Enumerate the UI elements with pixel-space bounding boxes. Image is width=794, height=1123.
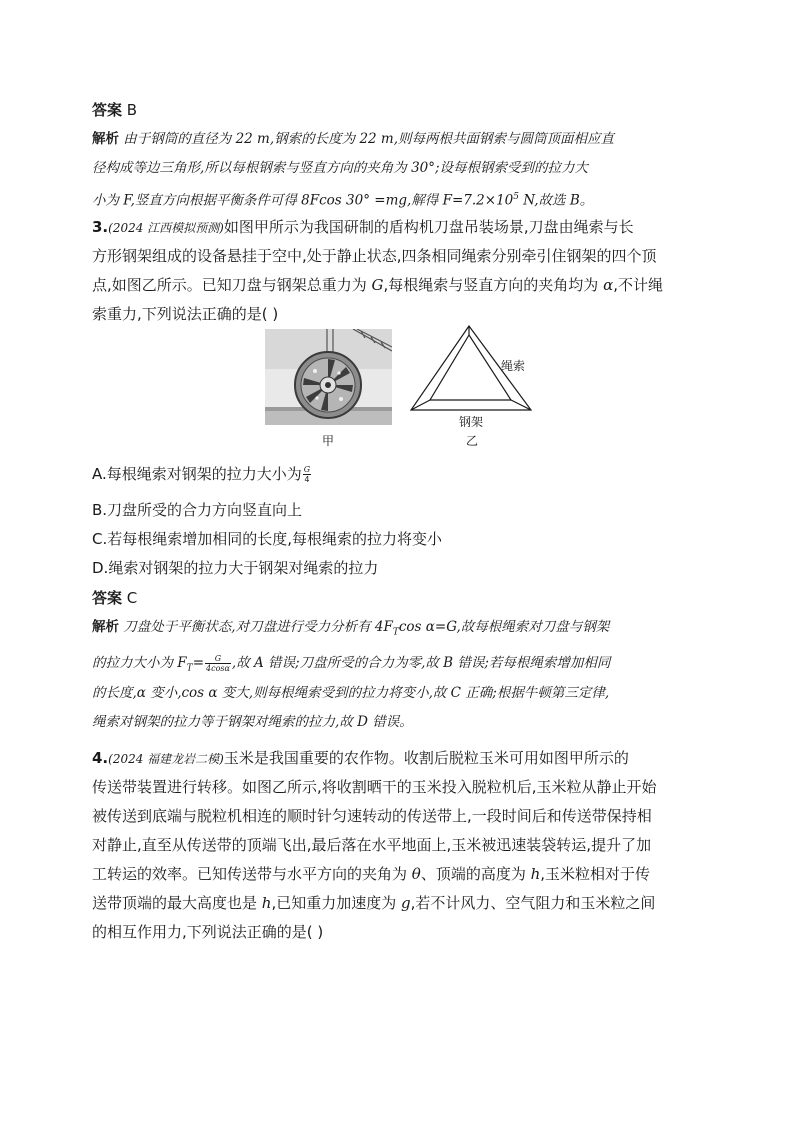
analysis-text: =7.2×10: [451, 192, 514, 209]
analysis-line-3: 的长度,α 变小,cos α 变大,则每根绳索受到的拉力将变小,故 C 正确;根据牛顿第三定律,: [92, 685, 610, 701]
math-subscript: T: [392, 627, 399, 638]
option-text: A.每根绳索对钢架的拉力大小为: [92, 465, 302, 483]
analysis-label: 解析: [92, 619, 119, 635]
math-var: h: [261, 894, 272, 912]
analysis-line-4: 绳索对钢架的拉力等于钢架对绳索的拉力,故 D 错误。: [92, 714, 413, 730]
analysis-text: 小为: [92, 192, 124, 209]
analysis-text: 径构成等边三角形,所以每根钢索与竖直方向的夹角为 30°;设每根钢索受到的拉力大: [92, 160, 589, 176]
question-text: 玉米是我国重要的农作物。收割后脱粒玉米可用如图甲所示的: [223, 749, 629, 767]
math-subscript: T: [186, 663, 193, 674]
analysis-text: ,故每根绳索对刀盘与钢架: [456, 619, 610, 635]
q4-line-5: [92, 864, 650, 884]
rope-label: 绳索: [501, 359, 526, 373]
question-number: 3.: [92, 218, 109, 236]
q4-line-2: 传送带装置进行转移。如图乙所示,将收割晒干的玉米投入脱粒机后,玉米粒从静止开始: [92, 778, 657, 796]
fraction-numerator: G: [303, 465, 311, 474]
answer-label: 答案: [92, 589, 123, 607]
question-text: 如图甲所示为我国研制的盾构机刀盘吊装场景,刀盘由绳索与长: [223, 218, 634, 236]
question-text: 方形钢架组成的设备悬挂于空中,处于静止状态,四条相同绳索分别牵引住钢架的四个顶: [92, 247, 657, 265]
analysis-text: ,竖直方向根据平衡条件可得 8: [130, 192, 310, 209]
question-text: ,每根绳索与竖直方向的夹角均为: [383, 276, 604, 294]
q4-line-1: [92, 748, 629, 769]
q4-line-4: 对静止,直至从传送带的顶端飞出,最后落在水平地面上,玉米被迅速装袋转运,提升了加: [92, 836, 652, 854]
option-d: D.绳索对钢架的拉力大于钢架对绳索的拉力: [92, 559, 379, 577]
figure-a-caption: 甲: [322, 434, 335, 448]
answer-line: [92, 588, 137, 608]
analysis-line-1: [92, 617, 609, 643]
analysis-label: 解析: [92, 131, 119, 147]
analysis-line-3: [92, 187, 593, 211]
question-source: (2024 福建龙岩二模): [108, 752, 224, 766]
math-var: α: [603, 276, 614, 294]
question-text: 送带顶端的最大高度也是: [92, 894, 262, 912]
question-text: 工转运的效率。已知传送带与水平方向的夹角为: [92, 865, 412, 883]
math-var: mg: [385, 192, 408, 209]
analysis-text: cos 30° =: [319, 192, 386, 209]
math-exponent: 5: [513, 192, 519, 202]
question-text: ,不计绳: [613, 276, 663, 294]
answer-value: C: [126, 589, 138, 607]
cutter-head-photo: [265, 329, 392, 425]
math-var: g: [401, 894, 411, 912]
math-var: F: [309, 192, 320, 209]
question-text: 索重力,下列说法正确的是( ): [92, 305, 279, 323]
question-text: 点,如图乙所示。已知刀盘与钢架总重力为: [92, 276, 372, 294]
answer-label: 答案: [92, 101, 123, 119]
fraction: [205, 654, 231, 673]
math-var: G: [371, 276, 384, 294]
option-a: [92, 464, 312, 484]
answer-line: [92, 100, 137, 120]
analysis-text: 刀盘处于平衡状态,对刀盘进行受力分析有 4: [123, 619, 384, 635]
question-text: ,若不计风力、空气阻力和玉米粒之间: [410, 894, 656, 912]
analysis-text: ,故 A 错误;刀盘所受的合力为零,故 B 错误;若每根绳索增加相同: [231, 655, 611, 671]
analysis-text: 的拉力大小为: [92, 655, 178, 671]
fraction-denominator: 4cosα: [206, 664, 230, 673]
question-source: (2024 江西模拟预测): [108, 221, 224, 235]
option-c: C.若每根绳索增加相同的长度,每根绳索的拉力将变小: [92, 530, 443, 548]
figure-b-caption: 乙: [466, 434, 479, 448]
analysis-line-2: [92, 158, 588, 178]
q3-line-2: [92, 246, 657, 266]
option-b: B.刀盘所受的合力方向竖直向上: [92, 501, 303, 519]
math-var: θ: [411, 865, 421, 883]
analysis-text: ,解得: [407, 192, 443, 209]
fraction: [303, 465, 311, 484]
analysis-text: N,故选 B。: [519, 192, 594, 209]
question-text: 、顶端的高度为: [420, 865, 531, 883]
analysis-line-1: [92, 129, 614, 149]
q3-line-4: [92, 304, 278, 324]
math-var: F: [383, 619, 393, 635]
q4-line-6: [92, 893, 655, 913]
analysis-text: cos: [398, 619, 426, 635]
q3-line-1: [92, 217, 634, 238]
question-text: ,玉米粒相对于传: [540, 865, 651, 883]
question-text: ,已知重力加速度为: [271, 894, 401, 912]
question-number: 4.: [92, 749, 109, 767]
math-var: F: [123, 192, 131, 209]
analysis-text: 由于钢筒的直径为 22 m,钢索的长度为 22 m,则每两根共面钢索与圆筒顶面相应直: [123, 131, 615, 147]
math-var: α=G: [425, 619, 457, 635]
frame-label: 钢架: [459, 415, 484, 429]
math-var: h: [530, 865, 541, 883]
q4-line-7: 的相互作用力,下列说法正确的是( ): [92, 923, 324, 941]
fraction-denominator: 4: [304, 475, 310, 484]
q4-line-3: 被传送到底端与脱粒机相连的顺时针匀速转动的传送带上,一段时间后和传送带保持相: [92, 807, 652, 825]
fraction-numerator: G: [205, 654, 231, 664]
answer-value: B: [126, 101, 138, 119]
analysis-text: =: [192, 655, 204, 671]
q3-line-3: [92, 275, 663, 295]
math-var: F: [177, 655, 187, 671]
analysis-line-2: [92, 653, 610, 679]
math-var: F: [442, 192, 452, 209]
figure-a-photo: [265, 329, 392, 425]
